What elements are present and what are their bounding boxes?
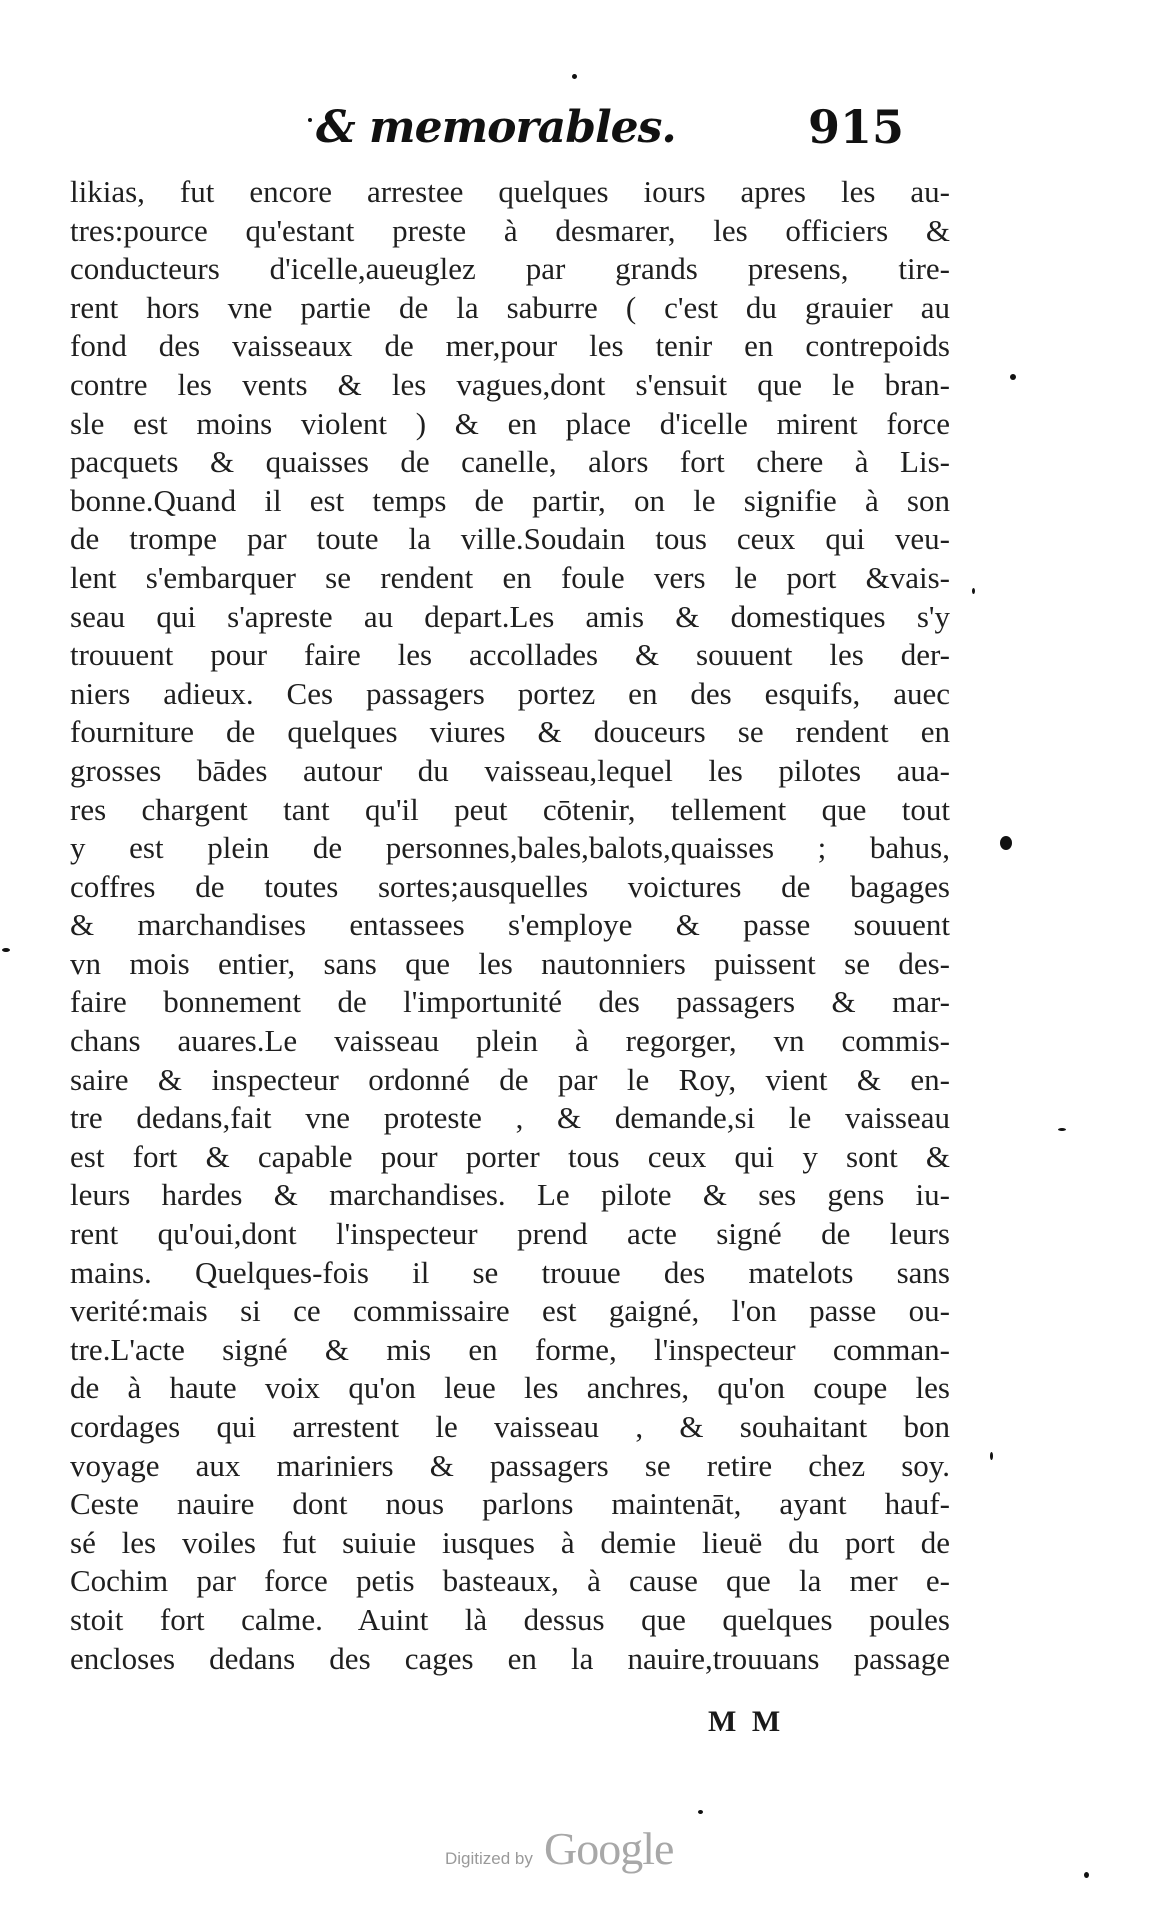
text-line: leurs hardes & marchandises. Le pilote & ses gens iu- bbox=[70, 1177, 950, 1213]
digitized-by-label: Digitized by bbox=[445, 1849, 533, 1868]
text-line: cordages qui arrestent le vaisseau , & souhaitant bon bbox=[70, 1409, 950, 1444]
text-line: tre dedans,fait vne proteste , & demande,si le vaisseau bbox=[70, 1100, 950, 1136]
ink-speck bbox=[1010, 374, 1016, 380]
text-line: tre.L'acte signé & mis en forme, l'inspecteur comman- bbox=[70, 1331, 950, 1367]
text-line: y est plein de personnes,bales,balots,quaisses ; bahus, bbox=[70, 830, 950, 866]
text-line: voyage aux mariniers & passagers se retire chez soy. bbox=[70, 1447, 950, 1483]
ink-speck bbox=[972, 588, 975, 594]
text-line: de à haute voix qu'on leue les anchres, qu'on coupe les bbox=[70, 1370, 950, 1406]
running-head bbox=[300, 96, 920, 166]
text-line: lent s'embarquer se rendent en foule vers le port &vais- bbox=[70, 559, 950, 595]
text-line: niers adieux. Ces passagers portez en des esquifs, auec bbox=[70, 675, 950, 711]
google-logo: Google bbox=[543, 1823, 674, 1874]
text-line: de trompe par toute la ville.Soudain tous ceux qui veu- bbox=[70, 521, 950, 557]
text-line: saire & inspecteur ordonné de par le Roy, vient & en- bbox=[70, 1061, 950, 1097]
text-line: sle est moins violent ) & en place d'icelle mirent force bbox=[70, 405, 950, 441]
text-line: rent qu'oui,dont l'inspecteur prend acte signé de leurs bbox=[70, 1216, 950, 1252]
text-line: coffres de toutes sortes;ausquelles voictures de bagages bbox=[70, 868, 950, 904]
text-line: vn mois entier, sans que les nautonniers puissent se des- bbox=[70, 945, 950, 981]
running-title: & memorables. bbox=[316, 102, 676, 153]
text-line: chans auares.Le vaisseau plein à regorger, vn commis- bbox=[70, 1023, 950, 1059]
text-line: likias, fut encore arrestee quelques iours apres les au- bbox=[70, 174, 950, 209]
text-line: encloses dedans des cages en la nauire,trouuans passage bbox=[70, 1640, 950, 1676]
text-line: Cochim par force petis basteaux, à cause que la mer e- bbox=[70, 1563, 950, 1599]
text-line: seau qui s'apreste au depart.Les amis & domestiques s'y bbox=[70, 598, 950, 634]
text-line: fond des vaisseaux de mer,pour les tenir en contrepoids bbox=[70, 328, 950, 364]
text-line: faire bonnement de l'importunité des passagers & mar- bbox=[70, 984, 950, 1020]
ink-speck bbox=[1000, 836, 1012, 850]
text-line: contre les vents & les vagues,dont s'ensuit que le bran- bbox=[70, 366, 950, 402]
text-line: rent hors vne partie de la saburre ( c'est du grauier au bbox=[70, 289, 950, 325]
text-line: tres:pource qu'estant preste à desmarer, les officiers & bbox=[70, 212, 950, 248]
text-line: bonne.Quand il est temps de partir, on le signifie à son bbox=[70, 482, 950, 518]
text-line: mains. Quelques-fois il se trouue des matelots sans bbox=[70, 1254, 950, 1290]
text-line: stoit fort calme. Auint là dessus que quelques poules bbox=[70, 1601, 950, 1637]
text-line: trouuent pour faire les accollades & souuent les der- bbox=[70, 637, 950, 673]
text-line: res chargent tant qu'il peut cōtenir, tellement que tout bbox=[70, 791, 950, 827]
text-line: est fort & capable pour porter tous ceux qui y sont & bbox=[70, 1138, 950, 1174]
text-line: grosses bādes autour du vaisseau,lequel les pilotes aua- bbox=[70, 752, 950, 788]
text-line: Ceste nauire dont nous parlons maintenāt, ayant hauf- bbox=[70, 1486, 950, 1522]
signature-mark: M M bbox=[708, 1705, 785, 1738]
text-line: fourniture de quelques viures & douceurs se rendent en bbox=[70, 714, 950, 750]
text-line: sé les voiles fut suiuie iusques à demie lieuë du port de bbox=[70, 1524, 950, 1560]
ink-speck bbox=[2, 948, 10, 952]
ink-speck bbox=[572, 74, 577, 79]
digitized-watermark bbox=[445, 1822, 673, 1882]
text-line: pacquets & quaisses de canelle, alors fort chere à Lis- bbox=[70, 444, 950, 480]
body-text bbox=[70, 173, 950, 1678]
text-line: conducteurs d'icelle,aueuglez par grands presens, tire- bbox=[70, 251, 950, 287]
ink-speck bbox=[1084, 1872, 1089, 1878]
ink-speck bbox=[698, 1810, 703, 1814]
ink-speck bbox=[1058, 1128, 1066, 1131]
text-line: verité:mais si ce commissaire est gaigné, l'on passe ou- bbox=[70, 1293, 950, 1329]
page-number: 915 bbox=[808, 100, 905, 154]
ink-speck bbox=[990, 1452, 993, 1460]
ink-speck bbox=[308, 118, 312, 122]
text-line: & marchandises entassees s'employe & passe souuent bbox=[70, 907, 950, 943]
